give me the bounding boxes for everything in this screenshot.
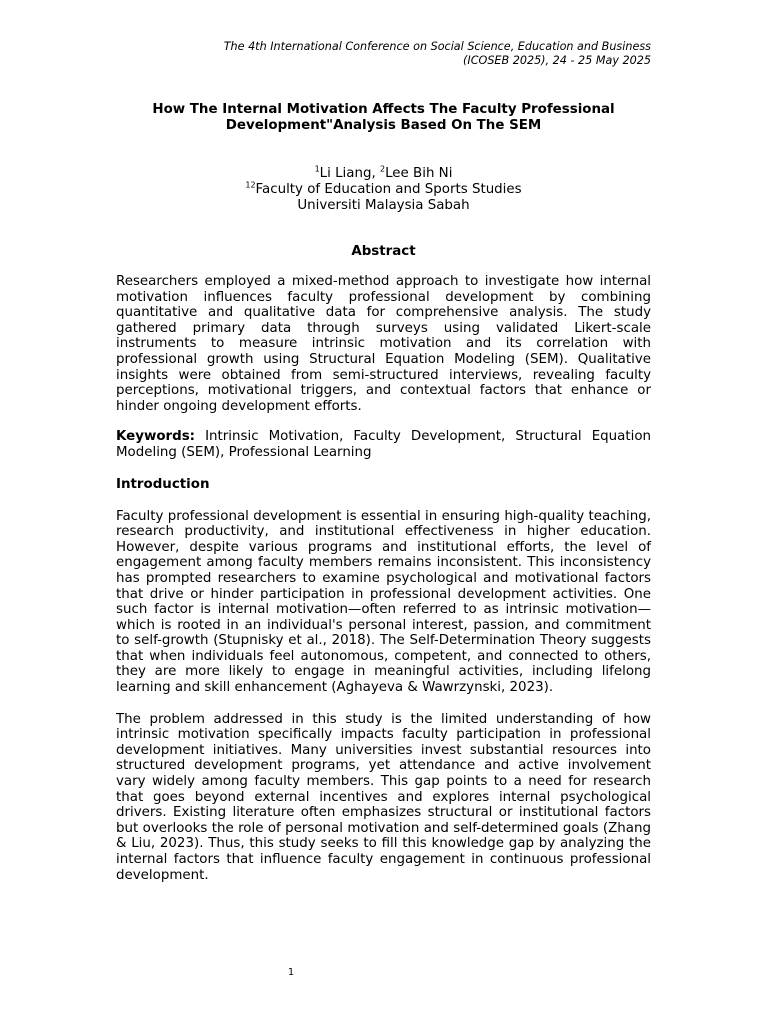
paper-title-line2: Development"Analysis Based On The SEM [225, 118, 542, 133]
keywords [116, 429, 651, 460]
keywords-label: Keywords: [116, 429, 196, 445]
keywords-text: Intrinsic Motivation, Faculty Development, Structural Equation Modeling (SEM), Professional Learning [116, 429, 651, 460]
affiliation [116, 182, 651, 198]
paper-page [116, 40, 651, 883]
introduction-paragraph-2: The problem addressed in this study is the limited understanding of how intrinsic motivation specifically impacts faculty participation in professional development initiatives. Many universities invest substantial resources into structured development programs, yet attendance and active involvement vary widely among faculty members. This gap points to a need for research that goes beyond external incentives and explores internal psychological drivers. Existing literature often emphasizes structural or institutional factors but overlooks the role of personal motivation and self-determined goals (Zhang & Liu, 2023). Thus, this study seeks to fill this knowledge gap by analyzing the internal factors that influence faculty engagement in continuous professional development. [116, 711, 651, 883]
conference-header-line2: (ICOSEB 2025), 24 - 25 May 2025 [463, 54, 651, 67]
author-names [116, 166, 651, 182]
conference-header-line1: The 4th International Conference on Social Science, Education and Business [223, 40, 651, 53]
paper-title [116, 102, 651, 134]
author1-superscript: 1 [314, 164, 320, 174]
affiliation-superscript: 12 [245, 180, 256, 190]
author-block [116, 166, 651, 214]
conference-header [116, 40, 651, 68]
introduction-paragraph-1: Faculty professional development is essential in ensuring high-quality teaching, research productivity, and institutional effectiveness in higher education. However, despite various programs and institutional efforts, the level of engagement among faculty members remains inconsistent. This inconsistency has prompted researchers to examine psychological and motivational factors that drive or hinder participation in professional development activities. One such factor is internal motivation—often referred to as intrinsic motivation—which is rooted in an individual's personal interest, passion, and commitment to self-growth (Stupnisky et al., 2018). The Self-Determination Theory suggests that when individuals feel autonomous, competent, and connected to others, they are more likely to engage in meaningful activities, including lifelong learning and skill enhancement (Aghayeva & Wawrzynski, 2023). [116, 508, 651, 696]
introduction-heading: Introduction [116, 476, 210, 492]
page-number: 1 [288, 967, 295, 978]
abstract-text: Researchers employed a mixed-method approach to investigate how internal motivation influences faculty professional development by combining quantitative and qualitative data for comprehensive analysis. The study gathered primary data through surveys using validated Likert-scale instruments to measure intrinsic motivation and its correlation with professional growth using Structural Equation Modeling (SEM). Qualitative insights were obtained from semi-structured interviews, revealing faculty perceptions, motivational triggers, and contextual factors that enhance or hinder ongoing development efforts. [116, 274, 651, 414]
author2-superscript: 2 [379, 164, 386, 174]
abstract-heading: Abstract [351, 244, 416, 259]
university: Universiti Malaysia Sabah [297, 198, 470, 213]
author2-name: Lee Bih Ni [385, 166, 453, 181]
affiliation-name: Faculty of Education and Sports Studies [255, 182, 522, 197]
paper-title-line1: How The Internal Motivation Affects The Faculty Professional [152, 102, 615, 117]
author1-name: Li Liang, [319, 166, 380, 181]
